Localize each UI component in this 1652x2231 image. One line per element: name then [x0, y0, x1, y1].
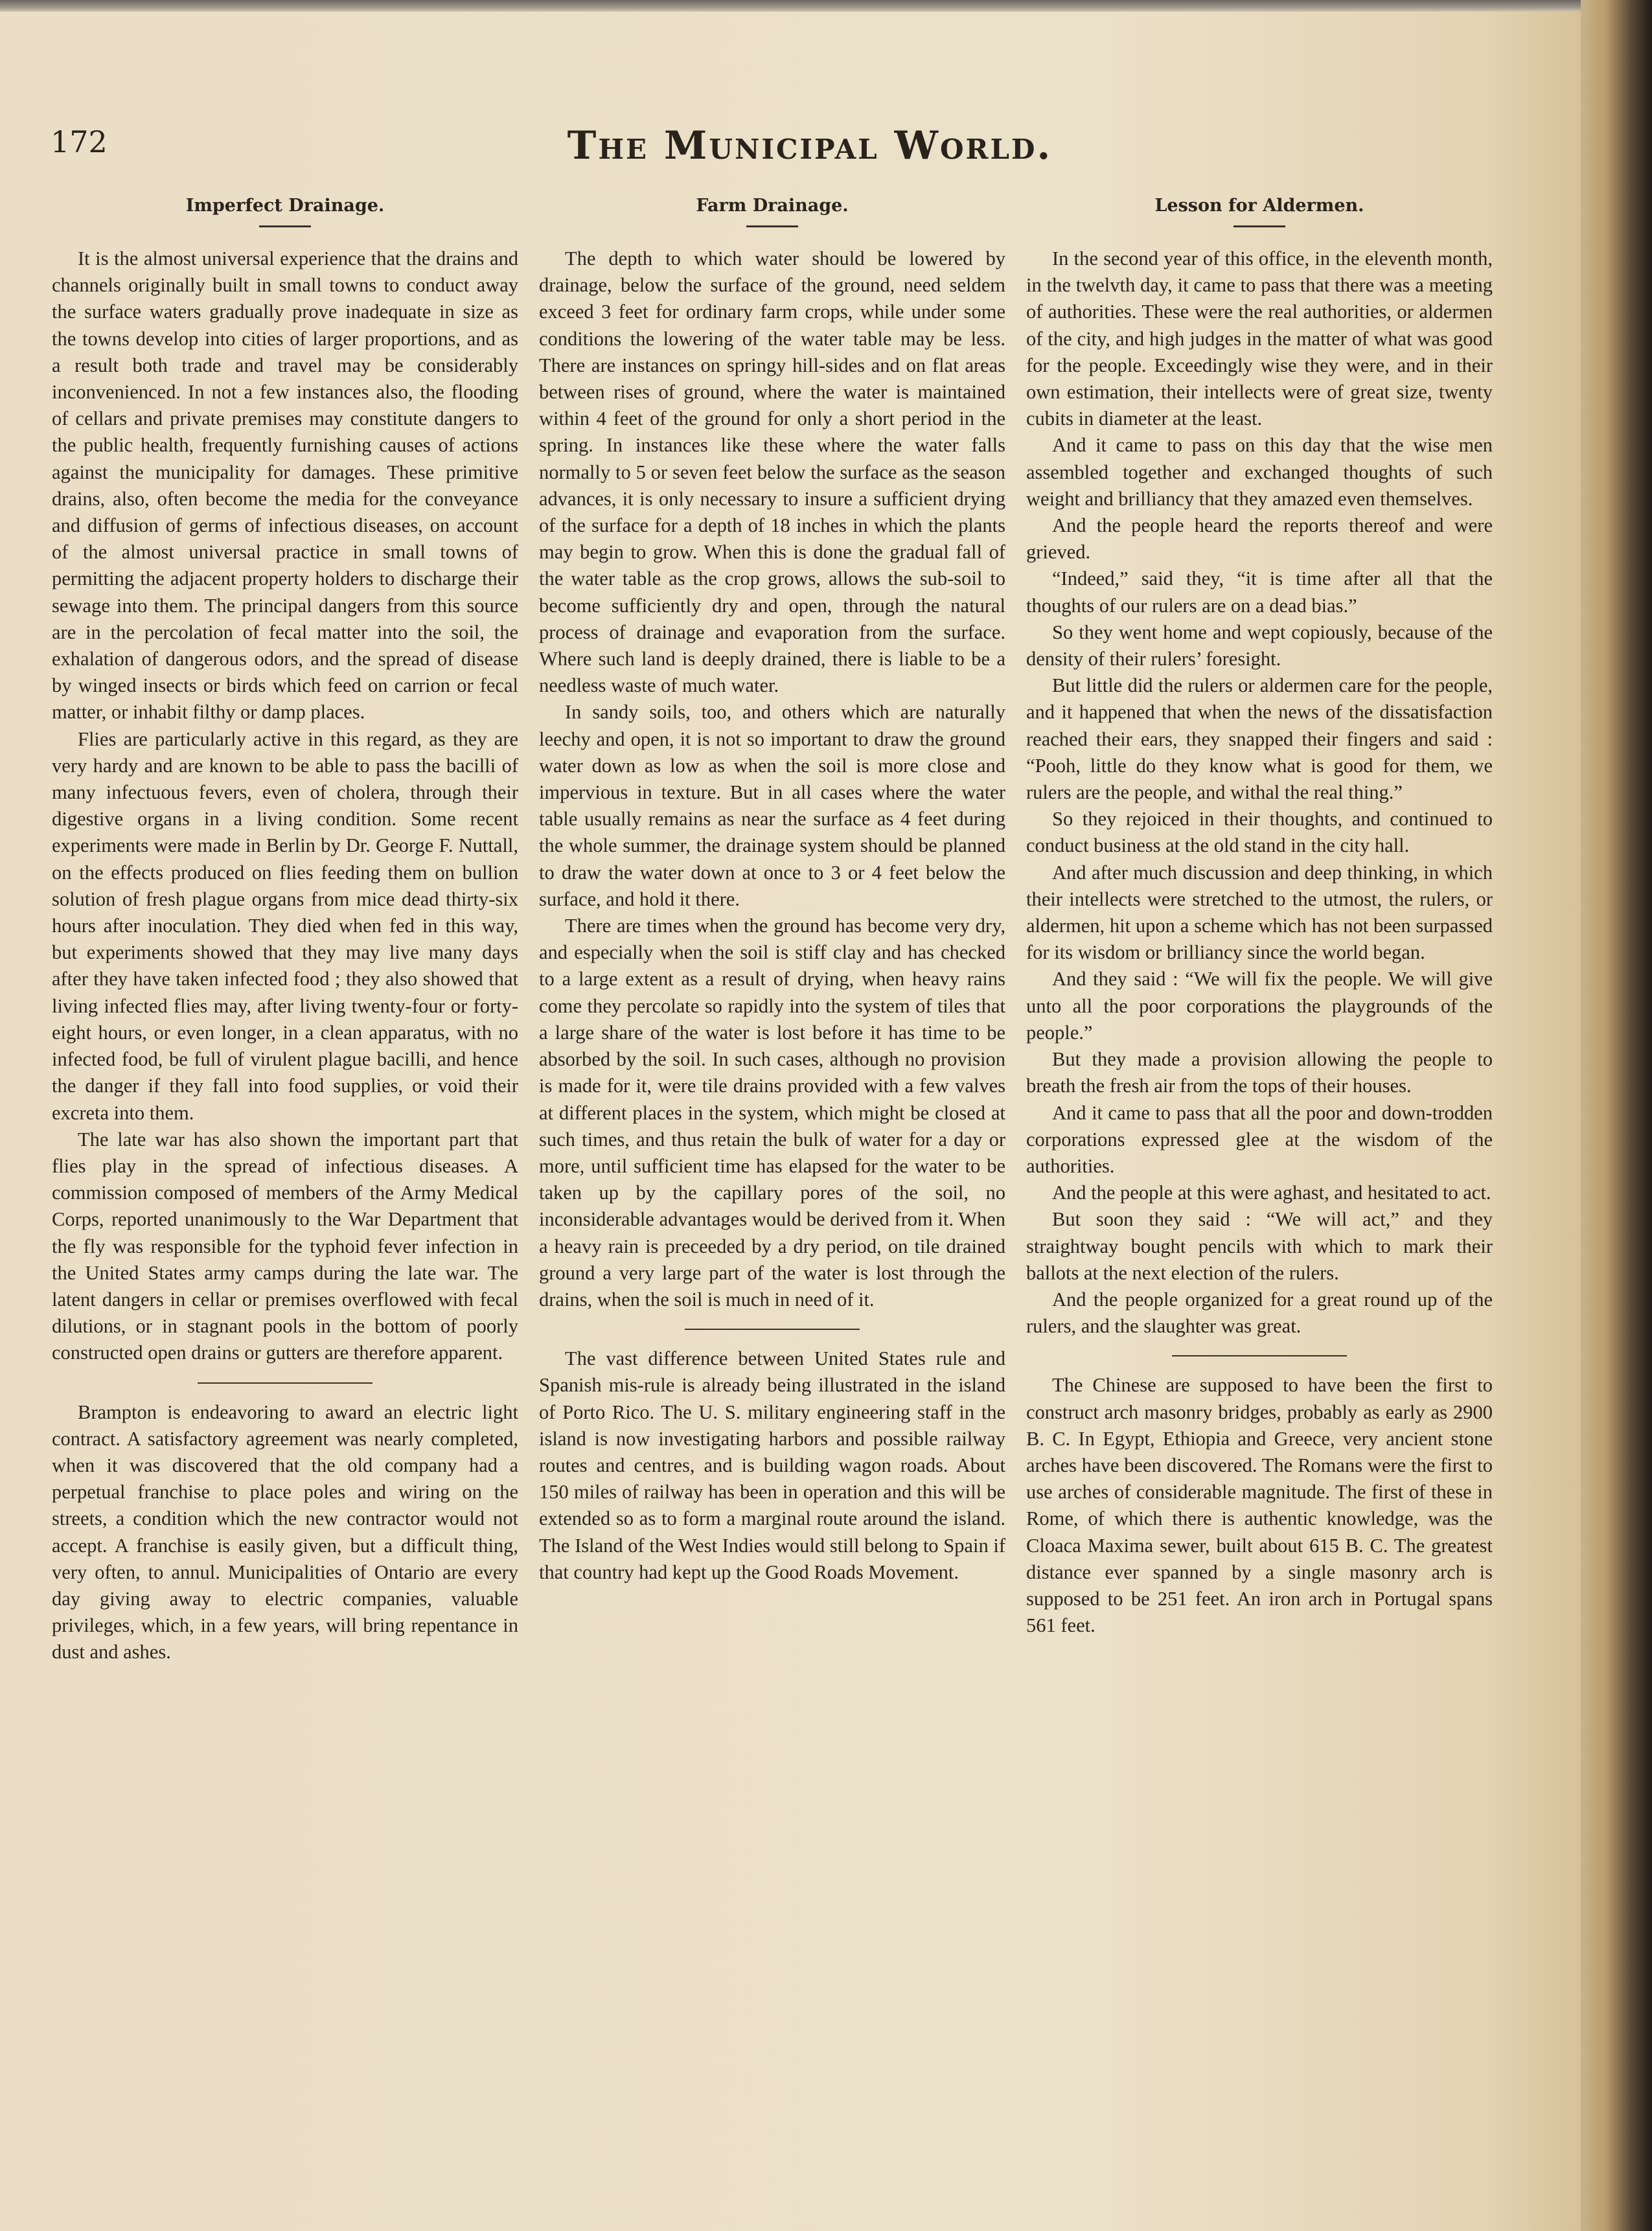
- article-paragraph: The Chinese are supposed to have been the first to construct arch masonry bridges, probably as early as 2900 B. C. In Egypt, Ethiopia and Greece, very ancient stone arches have been discovered. The Romans were the first to use arches of considerable magnitude. The first of these in Rome, of which there is authentic knowledge, was the Cloaca Maxima sewer, built about 615 B. C. The greatest distance ever spanned by a single masonry arch is supposed to be 251 feet. An iron arch in Portugal spans 561 feet.: [1026, 1374, 1493, 1637]
- article-paragraph: It is the almost universal experience that the drains and channels originally built in small towns to conduct away the surface waters gradually prove inadequate in size as the towns develop into cities of larger proportions, and as a result both trade and travel may be considerably inconvenienced. In not a few instances also, the flooding of cellars and private premises may constitute dangers to the public health, frequently furnishing causes of actions against the municipality for damages. These primitive drains, also, often become the media for the conveyance and diffusion of germs of infectious diseases, on account of the almost universal practice in small towns of permitting the adjacent property holders to discharge their sewage into them. The principal dangers from this source are in the percolation of fecal matter into the soil, the exhalation of dangerous odors, and the spread of disease by winged insects or birds which feed on carrion or fecal matter, or inhabit filthy or damp places.: [52, 247, 518, 724]
- article-separator: [198, 1382, 373, 1384]
- article-paragraph: The vast difference between United States rule and Spanish mis-rule is already being illustrated in the island of Porto Rico. The U. S. military engineering staff in the island is now investigating harbors and possible railway routes and centres, and is building wagon roads. About 150 miles of railway has been in operation and this will be extended so as to form a marginal route around the island. The Island of the West Indies would still belong to Spain if that country had kept up the Good Roads Movement.: [539, 1347, 1005, 1583]
- heading-rule: [1233, 225, 1285, 227]
- article-paragraph: In sandy soils, too, and others which are naturally leechy and open, it is not so important to draw the ground water down as low as when the soil is more close and impervious in texture. But in all cases where the water table usually remains as near the surface as 4 feet during the whole summer, the drainage system should be planned to draw the water down at once to 3 or 4 feet below the surface, and hold it there.: [539, 701, 1005, 910]
- article-paragraph: The depth to which water should be lowered by drainage, below the surface of the ground, need seldem exceed 3 feet for ordinary farm crops, while under some conditions the lowering of the water table may be less. There are instances on springy hill-sides and on flat areas between rises of ground, where the water is maintained within 4 feet of the ground for only a short period in the spring. In instances like these where the water falls normally to 5 or seven feet below the surface as the season advances, it is only necessary to insure a sufficient drying of the surface for a depth of 18 inches in which the plants may begin to grow. When this is done the gradual fall of the water table as the crop grows, allows the sub-soil to become sufficiently dry and open, through the natural process of drainage and evaporation from the surface. Where such land is deeply drained, there is liable to be a needless waste of much water.: [539, 247, 1005, 697]
- article-paragraph: But little did the rulers or aldermen care for the people, and it happened that when the news of the dissatisfaction reached their ears, they snapped their fingers and said : “Pooh, little do they know what is good for them, we rulers are the people, and withal the real thing.”: [1026, 674, 1493, 804]
- column-1: [52, 194, 518, 1666]
- book-binding-edge: [1581, 0, 1652, 2231]
- article-heading-lesson-for-aldermen: Lesson for Aldermen.: [1154, 196, 1364, 216]
- article-heading-imperfect-drainage: Imperfect Drainage.: [185, 196, 385, 216]
- article-paragraph: And after much discussion and deep thinking, in which their intellects were stretched to the utmost, the rulers, or aldermen, hit upon a scheme which has not been surpassed for its wisdom or brilliancy since the world began.: [1026, 861, 1493, 964]
- article-paragraph: The late war has also shown the important part that flies play in the spread of infectious diseases. A commission composed of members of the Army Medical Corps, reported unanimously to the War Department that the fly was responsible for the typhoid fever infection in the United States army camps during the late war. The latent dangers in cellar or premises overflowed with fecal dilutions, or in stagnant pools in the bottom of poorly constructed open drains or gutters are therefore apparent.: [52, 1128, 518, 1364]
- article-paragraph: And it came to pass that all the poor and down-trodden corporations expressed glee at the wisdom of the authorities.: [1026, 1101, 1493, 1177]
- article-paragraph: So they went home and wept copiously, because of the density of their rulers’ foresight.: [1026, 621, 1493, 670]
- page-number: 172: [51, 124, 108, 159]
- page-top-shadow: [0, 0, 1581, 12]
- article-paragraph: So they rejoiced in their thoughts, and continued to conduct business at the old stand in the city hall.: [1026, 808, 1493, 857]
- article-paragraph: And the people heard the reports thereof and were grieved.: [1026, 514, 1493, 564]
- heading-rule: [746, 225, 798, 227]
- article-paragraph: And they said : “We will fix the people. We will give unto all the poor corporations the playgrounds of the people.”: [1026, 968, 1493, 1044]
- article-paragraph: And the people organized for a great round up of the rulers, and the slaughter was great.: [1026, 1288, 1493, 1338]
- article-paragraph: There are times when the ground has become very dry, and especially when the soil is stiff clay and has checked to a large extent as a result of drying, when heavy rains come they percolate so rapidly into the system of tiles that a large share of the water is lost before it has time to be absorbed by the soil. In such cases, although no provision is made for it, were tile drains provided with a few valves at different places in the system, which might be closed at such times, and thus retain the bulk of water for a day or more, until sufficient time has elapsed for the water to be taken up by the capillary pores of the soil, no inconsiderable advantages would be derived from it. When a heavy rain is preceeded by a dry period, on tile drained ground a very large part of the water is lost through the drains, when the soil is much in need of it.: [539, 915, 1005, 1310]
- article-heading-farm-drainage: Farm Drainage.: [696, 196, 849, 216]
- article-separator: [1172, 1355, 1347, 1356]
- article-paragraph: Flies are particularly active in this regard, as they are very hardy and are known to be able to pass the bacilli of many infectuous fevers, even of cholera, through their digestive organs in a living condition. Some recent experiments were made in Berlin by Dr. George F. Nuttall, on the effects produced on flies feeding them on bullion solution of fresh plague organs from mice dead thirty-six hours after inoculation. They died when fed in this way, but experiments showed that they may live many days after they have taken infected food ; they also showed that living infected flies may, after living twenty-four or forty-eight hours, or even longer, in a clean apparatus, with no infected food, be full of virulent plague bacilli, and hence the danger if they fall into food supplies, or void their excreta into them.: [52, 727, 518, 1124]
- article-paragraph: And the people at this were aghast, and hesitated to act.: [1052, 1182, 1491, 1204]
- article-paragraph: But soon they said : “We will act,” and they straightway bought pencils with which to mark their ballots at the next election of the rulers.: [1026, 1208, 1493, 1284]
- heading-rule: [259, 225, 311, 227]
- article-paragraph: Brampton is endeavoring to award an electric light contract. A satisfactory agreement was nearly completed, when it was discovered that the old company had a perpetual franchise to place poles and wiring on the streets, a condition which the new contractor would not accept. A franchise is easily given, but a difficult thing, very often, to annul. Municipalities of Ontario are every day giving away to electric companies, valuable privileges, which, in a few years, will bring repentance in dust and ashes.: [52, 1401, 518, 1664]
- article-paragraph: But they made a provision allowing the people to breath the fresh air from the tops of their houses.: [1026, 1048, 1493, 1097]
- column-3: [1026, 194, 1493, 1639]
- article-paragraph: “Indeed,” said they, “it is time after all that the thoughts of our rulers are on a dead bias.”: [1026, 567, 1493, 617]
- article-paragraph: In the second year of this office, in the eleventh month, in the twelvth day, it came to pass that there was a meeting of authorities. These were the real authorities, or aldermen of the city, and high judges in the matter of what was good for the people. Exceedingly wise they were, and in their own estimation, their intellects were of great size, twenty cubits in diameter at the least.: [1026, 247, 1493, 430]
- article-separator: [685, 1329, 860, 1330]
- masthead-title: The Municipal World.: [567, 123, 1053, 168]
- column-2: [539, 194, 1005, 1586]
- article-paragraph: And it came to pass on this day that the wise men assembled together and exchanged thoughts of such weight and brilliancy that they amazed even themselves.: [1026, 434, 1493, 510]
